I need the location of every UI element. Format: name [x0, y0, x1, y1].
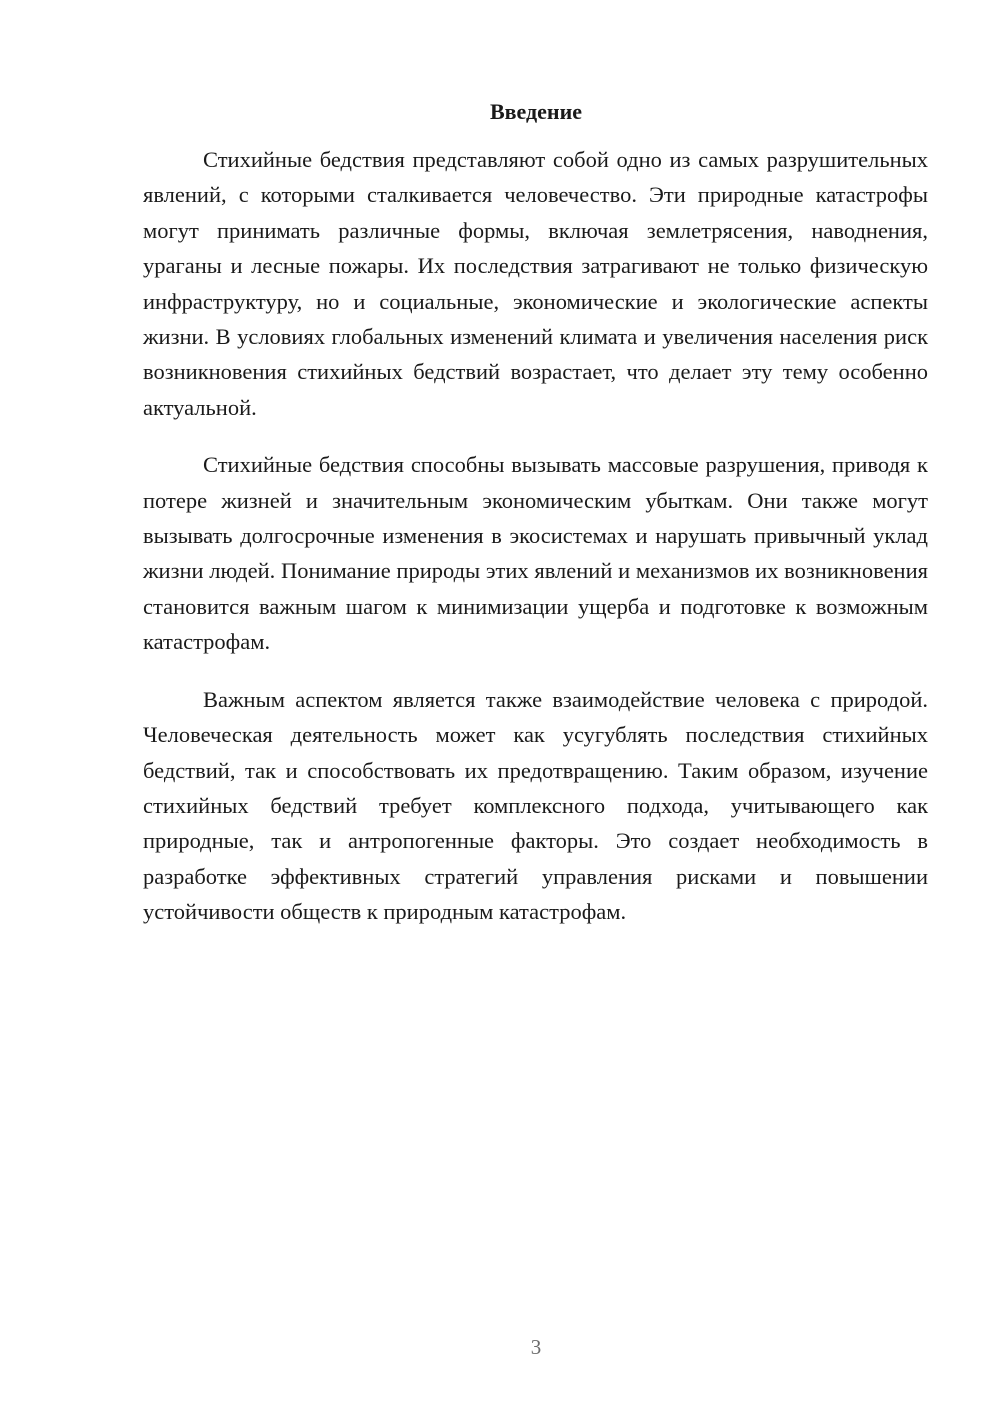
paragraph-3: Важным аспектом является также взаимодействие человека с природой. Человеческая деятельность может как усугублять последствия стихийных бедствий, так и способствовать их предотвращению. Таким образом, изучение стихийных бедствий требует комплексного подхода, учитывающего как природные, так и антропогенные факторы. Это создает необходимость в разработке эффективных стратегий управления рисками и повышении устойчивости обществ к природным катастрофам.: [143, 686, 928, 925]
paragraph-1: Стихийные бедствия представляют собой одно из самых разрушительных явлений, с которыми сталкивается человечество. Эти природные катастрофы могут принимать различные формы, включая землетрясения, наводнения, ураганы и лесные пожары. Их последствия затрагивают не только физическую инфраструктуру, но и социальные, экономические и экологические аспекты жизни. В условиях глобальных изменений климата и увеличения населения риск возникновения стихийных бедствий возрастает, что делает эту тему особенно актуальной.: [143, 147, 928, 420]
page-number: 3: [530, 1335, 542, 1359]
section-title: Введение: [489, 99, 583, 124]
paragraph-2: Стихийные бедствия способны вызывать массовые разрушения, приводя к потере жизней и значительным экономическим убыткам. Они также могут вызывать долгосрочные изменения в экосистемах и нарушать привычный уклад жизни людей. Понимание природы этих явлений и механизмов их возникновения становится важным шагом к минимизации ущерба и подготовке к возможным катастрофам.: [143, 452, 928, 655]
body-text: [143, 142, 928, 952]
